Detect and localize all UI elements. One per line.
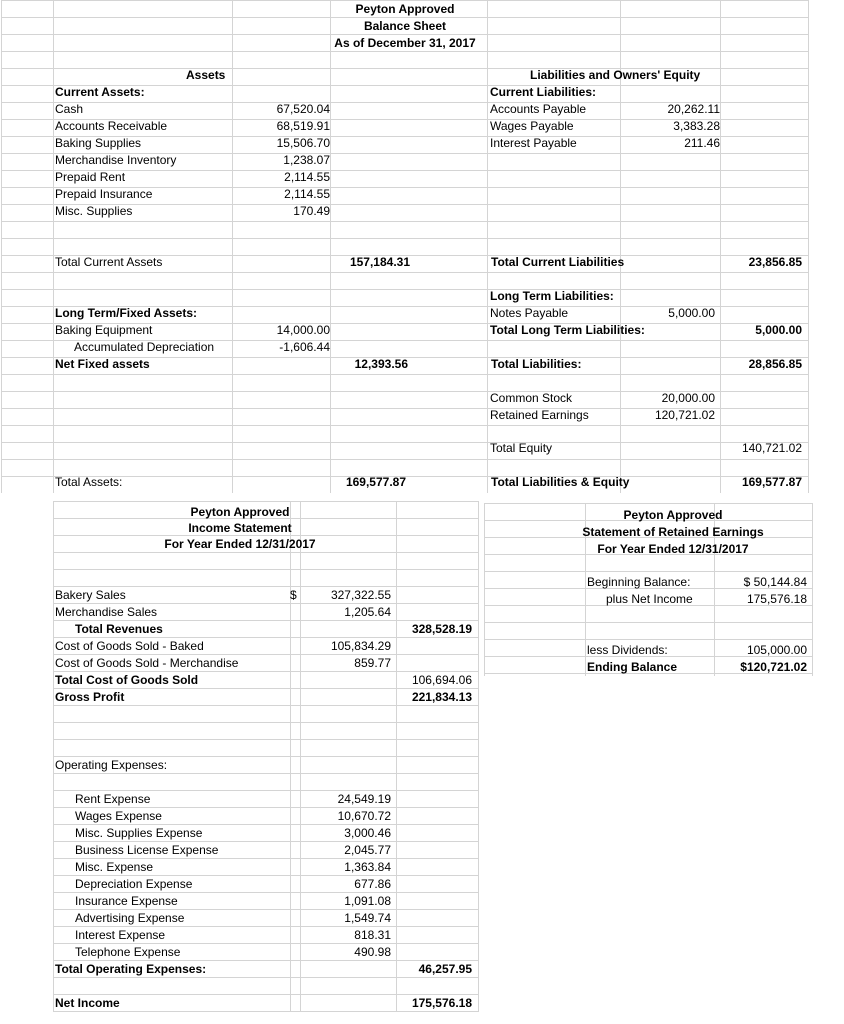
- accumulated-depreciation-label: Accumulated Depreciation: [74, 340, 215, 354]
- liabilities-header: Liabilities and Owners' Equity: [530, 68, 701, 82]
- gross-profit-value: 221,834.13: [411, 690, 472, 704]
- asset-value: 15,506.70: [276, 136, 330, 150]
- total-liabilities-equity-label: Total Liabilities & Equity: [491, 475, 630, 489]
- common-stock-label: Common Stock: [490, 391, 573, 405]
- expense-value: 10,670.72: [337, 809, 391, 823]
- bakery-sales-value: 327,322.55: [330, 588, 391, 602]
- current-liabilities-label: Current Liabilities:: [490, 85, 597, 99]
- expense-label: Insurance Expense: [75, 894, 178, 908]
- asset-value: 170.49: [293, 204, 330, 218]
- less-dividends-label: less Dividends:: [587, 643, 668, 657]
- expense-label: Interest Expense: [75, 928, 166, 942]
- asset-label: Baking Supplies: [55, 136, 142, 150]
- common-stock-value: 20,000.00: [661, 391, 715, 405]
- net-fixed-assets-label: Net Fixed assets: [55, 357, 150, 371]
- liability-value: 3,383.28: [673, 119, 720, 133]
- expense-value: 24,549.19: [337, 792, 391, 806]
- accumulated-depreciation-value: -1,606.44: [279, 340, 330, 354]
- expense-label: Business License Expense: [75, 843, 219, 857]
- baking-equipment-value: 14,000.00: [276, 323, 330, 337]
- notes-payable-label: Notes Payable: [490, 306, 569, 320]
- cogs-baked-label: Cost of Goods Sold - Baked: [55, 639, 204, 653]
- expense-label: Misc. Expense: [75, 860, 154, 874]
- asset-value: 67,520.04: [276, 102, 330, 116]
- less-dividends-value: 105,000.00: [746, 643, 807, 657]
- dollar-sign: $: [290, 588, 297, 602]
- asset-value: 2,114.55: [284, 187, 330, 201]
- re-title: Statement of Retained Earnings: [582, 525, 764, 539]
- merchandise-sales-value: 1,205.64: [344, 605, 391, 619]
- asset-value: 2,114.55: [284, 170, 330, 184]
- bs-company: Peyton Approved: [355, 2, 455, 16]
- expense-value: 1,091.08: [344, 894, 391, 908]
- asset-value: 1,238.07: [283, 153, 330, 167]
- total-liabilities-label: Total Liabilities:: [491, 357, 582, 371]
- retained-earnings-value: 120,721.02: [654, 408, 715, 422]
- total-operating-expenses-label: Total Operating Expenses:: [55, 962, 207, 976]
- expense-label: Telephone Expense: [75, 945, 181, 959]
- total-assets-label: Total Assets:: [55, 475, 123, 489]
- asset-label: Merchandise Inventory: [55, 153, 177, 167]
- expense-value: 1,363.84: [344, 860, 391, 874]
- total-equity-value: 140,721.02: [741, 441, 802, 455]
- asset-value: 68,519.91: [276, 119, 330, 133]
- cogs-baked-value: 105,834.29: [330, 639, 391, 653]
- total-assets-value: 169,577.87: [345, 475, 406, 489]
- liability-value: 20,262.11: [667, 102, 720, 116]
- notes-payable-value: 5,000.00: [668, 306, 715, 320]
- expense-label: Depreciation Expense: [75, 877, 193, 891]
- total-long-term-liabilities-value: 5,000.00: [755, 323, 802, 337]
- total-cogs-value: 106,694.06: [411, 673, 472, 687]
- cogs-merchandise-value: 859.77: [354, 656, 391, 670]
- net-income-value: 175,576.18: [411, 996, 472, 1010]
- fixed-assets-label: Long Term/Fixed Assets:: [55, 306, 198, 320]
- current-assets-label: Current Assets:: [55, 85, 145, 99]
- cogs-merchandise-label: Cost of Goods Sold - Merchandise: [55, 656, 239, 670]
- gross-profit-label: Gross Profit: [55, 690, 125, 704]
- total-current-assets-value: 157,184.31: [349, 255, 410, 269]
- expense-label: Misc. Supplies Expense: [75, 826, 203, 840]
- expense-value: 490.98: [354, 945, 391, 959]
- total-cogs-label: Total Cost of Goods Sold: [55, 673, 199, 687]
- re-period: For Year Ended 12/31/2017: [597, 542, 749, 556]
- bs-title: Balance Sheet: [363, 19, 447, 33]
- is-period: For Year Ended 12/31/2017: [164, 537, 316, 551]
- total-equity-label: Total Equity: [490, 441, 553, 455]
- expense-value: 1,549.74: [344, 911, 391, 925]
- asset-label: Cash: [55, 102, 84, 116]
- total-liabilities-value: 28,856.85: [748, 357, 802, 371]
- net-fixed-assets-value: 12,393.56: [354, 357, 408, 371]
- bakery-sales-label: Bakery Sales: [55, 588, 126, 602]
- is-company: Peyton Approved: [190, 505, 290, 519]
- bs-date: As of December 31, 2017: [334, 36, 476, 50]
- asset-label: Misc. Supplies: [55, 204, 133, 218]
- ending-balance-value: $120,721.02: [740, 660, 807, 674]
- asset-label: Prepaid Rent: [55, 170, 126, 184]
- plus-net-income-label: plus Net Income: [606, 592, 693, 606]
- retained-earnings-label: Retained Earnings: [490, 408, 589, 422]
- liability-value: 211.46: [684, 136, 720, 150]
- net-income-label: Net Income: [55, 996, 120, 1010]
- ending-balance-label: Ending Balance: [587, 660, 678, 674]
- expense-label: Advertising Expense: [75, 911, 185, 925]
- asset-label: Prepaid Insurance: [55, 187, 153, 201]
- plus-net-income-value: 175,576.18: [746, 592, 807, 606]
- expense-value: 2,045.77: [344, 843, 391, 857]
- expense-label: Wages Expense: [75, 809, 162, 823]
- re-company: Peyton Approved: [623, 508, 723, 522]
- total-current-assets-label: Total Current Assets: [55, 255, 163, 269]
- liability-label: Wages Payable: [490, 119, 574, 133]
- baking-equipment-label: Baking Equipment: [55, 323, 153, 337]
- assets-header: Assets: [186, 68, 226, 82]
- total-long-term-liabilities-label: Total Long Term Liabilities:: [490, 323, 645, 337]
- merchandise-sales-label: Merchandise Sales: [55, 605, 158, 619]
- total-current-liabilities-label: Total Current Liabilities: [491, 255, 625, 269]
- expense-label: Rent Expense: [75, 792, 151, 806]
- total-revenues-label: Total Revenues: [75, 622, 163, 636]
- asset-label: Accounts Receivable: [55, 119, 168, 133]
- operating-expenses-label: Operating Expenses:: [55, 758, 168, 772]
- total-operating-expenses-value: 46,257.95: [418, 962, 472, 976]
- total-revenues-value: 328,528.19: [411, 622, 472, 636]
- liability-label: Accounts Payable: [490, 102, 587, 116]
- expense-value: 3,000.46: [344, 826, 391, 840]
- expense-value: 818.31: [354, 928, 391, 942]
- is-title: Income Statement: [188, 521, 292, 535]
- beginning-balance-value: $ 50,144.84: [743, 575, 807, 589]
- long-term-liabilities-label: Long Term Liabilities:: [490, 289, 614, 303]
- total-liabilities-equity-value: 169,577.87: [741, 475, 802, 489]
- liability-label: Interest Payable: [490, 136, 577, 150]
- total-current-liabilities-value: 23,856.85: [748, 255, 802, 269]
- expense-value: 677.86: [354, 877, 391, 891]
- beginning-balance-label: Beginning Balance:: [587, 575, 691, 589]
